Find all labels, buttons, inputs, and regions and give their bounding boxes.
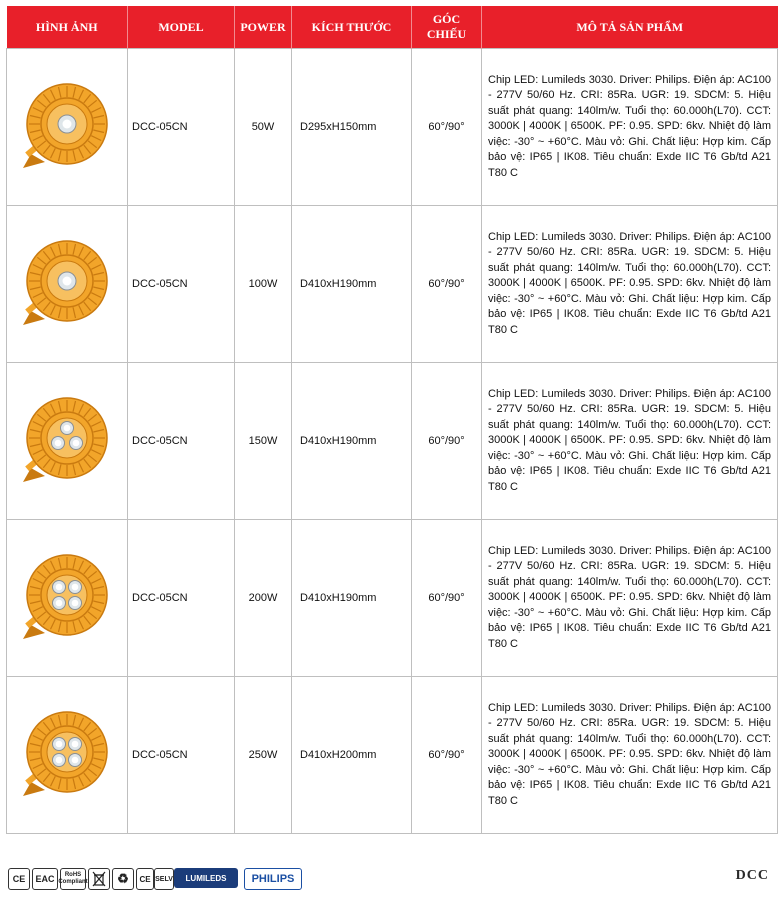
description-cell: Chip LED: Lumileds 3030. Driver: Philips. Điện áp: AC100 - 277V 50/60 Hz. CRI: 85Ra. UGR: 19. SDCM: 5. Hiệu suất phát quang: 140lm/w. Tuổi thọ: 60.000h(L70). CCT: 3000K | 4000K | 6500K. PF: 0.95. SPD: 6kv. Nhiệt độ làm việc: -30° ~ +60°C. Màu vỏ: Ghi. Chất liệu: Hợp kim. Cấp bảo vệ: IP65 | IK08. Tiêu chuẩn: Exde IIC T6 Gb/td A21 T80 C [482, 363, 778, 520]
lamp-image [17, 390, 117, 493]
ce-mark-small-icon: CE [136, 868, 154, 890]
lamp-image [17, 76, 117, 179]
certification-footer [6, 866, 777, 892]
size-cell: D410xH190mm [292, 520, 412, 677]
description-cell: Chip LED: Lumileds 3030. Driver: Philips. Điện áp: AC100 - 277V 50/60 Hz. CRI: 85Ra. UGR: 19. SDCM: 5. Hiệu suất phát quang: 140lm/w. Tuổi thọ: 60.000h(L70). CCT: 3000K | 4000K | 6500K. PF: 0.95. SPD: 6kv. Nhiệt độ làm việc: -30° ~ +60°C. Màu vỏ: Ghi. Chất liệu: Hợp kim. Cấp bảo vệ: IP65 | IK08. Tiêu chuẩn: Exde IIC T6 Gb/td A21 T80 C [482, 677, 778, 834]
power-cell: 150W [235, 363, 292, 520]
angle-cell: 60°/90° [412, 520, 482, 677]
dcc-brand-logo: DCC [735, 868, 769, 883]
lamp-image [17, 547, 117, 650]
header-size: KÍCH THƯỚC [292, 6, 412, 49]
model-cell: DCC-05CN [128, 206, 235, 363]
size-cell: D410xH200mm [292, 677, 412, 834]
angle-cell: 60°/90° [412, 49, 482, 206]
table-row [7, 677, 778, 834]
size-cell: D410xH190mm [292, 363, 412, 520]
weee-bin-icon [88, 868, 110, 890]
model-cell: DCC-05CN [128, 49, 235, 206]
lamp-image [17, 233, 117, 336]
selv-mark-icon: SELV [154, 868, 174, 890]
model-cell: DCC-05CN [128, 677, 235, 834]
size-cell: D295xH150mm [292, 49, 412, 206]
product-image-cell [7, 363, 128, 520]
size-cell: D410xH190mm [292, 206, 412, 363]
eac-mark-icon: EAC [32, 868, 58, 890]
description-cell: Chip LED: Lumileds 3030. Driver: Philips. Điện áp: AC100 - 277V 50/60 Hz. CRI: 85Ra. UGR: 19. SDCM: 5. Hiệu suất phát quang: 140lm/w. Tuổi thọ: 60.000h(L70). CCT: 3000K | 4000K | 6500K. PF: 0.95. SPD: 6kv. Nhiệt độ làm việc: -30° ~ +60°C. Màu vỏ: Ghi. Chất liệu: Hợp kim. Cấp bảo vệ: IP65 | IK08. Tiêu chuẩn: Exde IIC T6 Gb/td A21 T80 C [482, 520, 778, 677]
angle-cell: 60°/90° [412, 206, 482, 363]
table-row [7, 520, 778, 677]
ce-mark-icon: CE [8, 868, 30, 890]
header-power: POWER [235, 6, 292, 49]
product-image-cell [7, 520, 128, 677]
header-angle: GÓC CHIẾU [412, 6, 482, 49]
power-cell: 50W [235, 49, 292, 206]
description-cell: Chip LED: Lumileds 3030. Driver: Philips. Điện áp: AC100 - 277V 50/60 Hz. CRI: 85Ra. UGR: 19. SDCM: 5. Hiệu suất phát quang: 140lm/w. Tuổi thọ: 60.000h(L70). CCT: 3000K | 4000K | 6500K. PF: 0.95. SPD: 6kv. Nhiệt độ làm việc: -30° ~ +60°C. Màu vỏ: Ghi. Chất liệu: Hợp kim. Cấp bảo vệ: IP65 | IK08. Tiêu chuẩn: Exde IIC T6 Gb/td A21 T80 C [482, 206, 778, 363]
philips-logo: PHILIPS [244, 868, 302, 890]
recycle-icon: ♻ [112, 868, 134, 890]
model-cell: DCC-05CN [128, 520, 235, 677]
header-desc: MÔ TẢ SẢN PHẨM [482, 6, 778, 49]
description-cell: Chip LED: Lumileds 3030. Driver: Philips. Điện áp: AC100 - 277V 50/60 Hz. CRI: 85Ra. UGR: 19. SDCM: 5. Hiệu suất phát quang: 140lm/w. Tuổi thọ: 60.000h(L70). CCT: 3000K | 4000K | 6500K. PF: 0.95. SPD: 6kv. Nhiệt độ làm việc: -30° ~ +60°C. Màu vỏ: Ghi. Chất liệu: Hợp kim. Cấp bảo vệ: IP65 | IK08. Tiêu chuẩn: Exde IIC T6 Gb/td A21 T80 C [482, 49, 778, 206]
product-image-cell [7, 677, 128, 834]
lumileds-logo: LUMILEDS [174, 868, 238, 888]
header-model: MODEL [128, 6, 235, 49]
lamp-image [17, 704, 117, 807]
table-header-row [7, 6, 778, 49]
table-row [7, 206, 778, 363]
table-row [7, 363, 778, 520]
product-image-cell [7, 49, 128, 206]
angle-cell: 60°/90° [412, 363, 482, 520]
model-cell: DCC-05CN [128, 363, 235, 520]
header-image: HÌNH ẢNH [7, 6, 128, 49]
product-image-cell [7, 206, 128, 363]
power-cell: 100W [235, 206, 292, 363]
rohs-mark-icon: RoHS Compliant [60, 868, 86, 890]
power-cell: 200W [235, 520, 292, 677]
product-spec-table [6, 6, 778, 834]
power-cell: 250W [235, 677, 292, 834]
angle-cell: 60°/90° [412, 677, 482, 834]
table-row [7, 49, 778, 206]
